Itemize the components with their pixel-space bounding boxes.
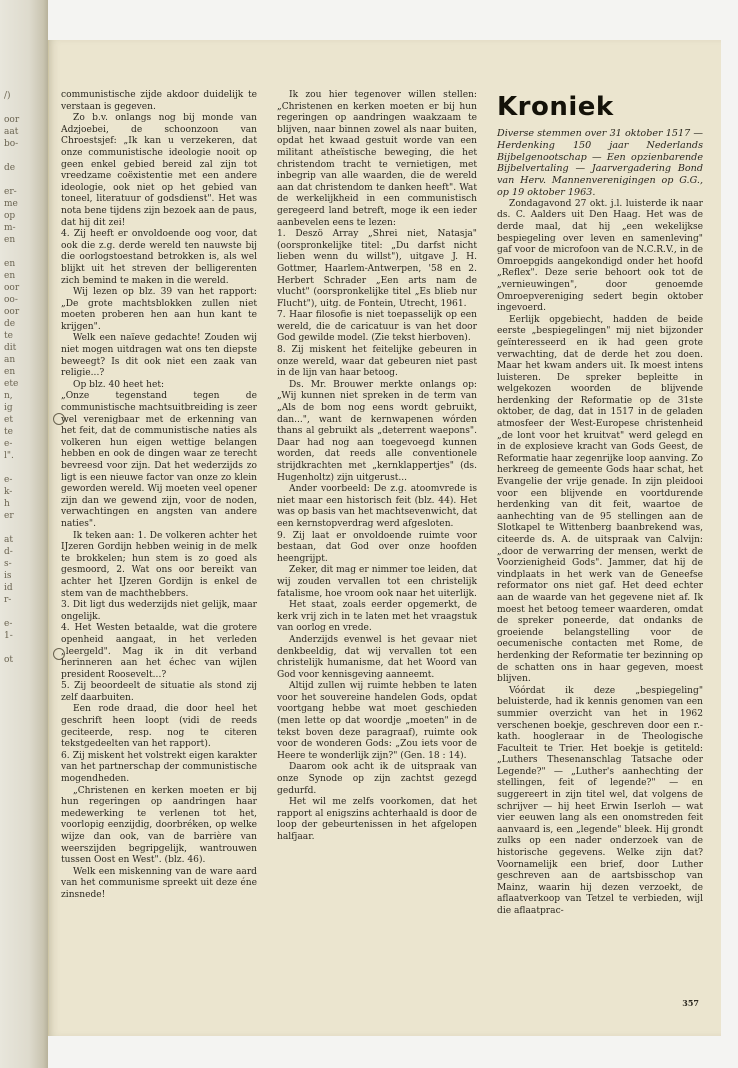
book-reference: 1. Deszö Array „Shrei niet, Natasja" (oorspronkelijke titel: „Du darfst nicht lieben wenn du willst"), uitgave J. H. Gottmer, Haarlem-Antwerpen, '58 en 2. Herbert Schrader „Een arts nam de vlucht" (oorspronkelijke titel „Es blieb nur Flucht"), uitg. de Fontein, Utrecht, 1961.: [277, 229, 477, 309]
spine-text-fragment: op: [4, 211, 16, 221]
page-number: 357: [682, 998, 699, 1008]
numbered-point: 6. Zij miskent het volstrekt eigen karakter van het partnerschap der communistische mogendheden.: [61, 750, 257, 785]
spine-text-fragment: dit: [4, 343, 17, 353]
paragraph: Wij lezen op blz. 39 van het rapport: „De grote machtsblokken zullen niet moeten proberen hen aan hun kant te krijgen".: [61, 287, 257, 332]
quote-paragraph: „Christenen en kerken moeten er bij hun regeringen op aandringen haar medewerking te verlenen tot het, voorlopig eenzijdig, doorbréken, op welke wijze dan ook, van de barrière van weerszijden begripgelijk, wantrouwen tussen Oost en West". (blz. 46).: [61, 785, 257, 866]
quote-paragraph: „Onze tegenstand tegen de communistische machtsuitbreiding is zeer wel verenigbaar met de erkenning van het feit, dat de communistische naties als volkeren hun eigen wettige belangen hebben en ook de dingen waar ze terecht bevreesd voor zijn. Dat het wederzijds zo ligt is een nieuwe factor van onze zo klein geworden wereld. Wij moeten veel opener zijn dan we gewend zijn, voor de noden, verwachtingen en angsten van andere naties".: [61, 391, 257, 529]
spine-text-fragment: er-: [4, 187, 17, 197]
paragraph: Het wil me zelfs voorkomen, dat het rapport al enigszins achterhaald is door de loop der gebeurtenissen in het afgelopen halfjaar.: [277, 797, 477, 842]
spine-text-fragment: me: [4, 199, 18, 209]
spine-text-fragment: at: [4, 535, 13, 545]
spine-text-fragment: ig: [4, 403, 13, 413]
paragraph: Ander voorbeeld: De z.g. atoomvrede is niet maar een historisch feit (blz. 44). Het was op basis van het machtsevenwicht, dat een kernstopverdrag werd afgesloten.: [277, 484, 477, 529]
margin-mark-circle: [53, 648, 65, 660]
spine-text-fragment: [4, 174, 34, 186]
spine-text-fragment: oor: [4, 283, 20, 293]
magazine-page: [48, 40, 721, 1036]
adjacent-page-spine: [0, 0, 48, 1068]
paragraph: Het staat, zoals eerder opgemerkt, de kerk vrij zich in te laten met het vraagstuk van oorlog en vrede.: [277, 600, 477, 634]
spine-text-fragment: s-: [4, 559, 12, 569]
paragraph: Zeker, dit mag er nimmer toe leiden, dat wij zouden vervallen tot een christelijk fatalisme, hoe vroom ook naar het uiterlijk.: [277, 565, 477, 599]
spine-text-fragment: [4, 246, 34, 258]
section-subtitle: Diverse stemmen over 31 oktober 1517 — Herdenking 150 jaar Nederlands Bijbelgenootschap — Een opzienbarende Bijbelvertaling — Jaarvergadering Bond van Herv. Mannenverenigingen op G.G., op 19 oktober 1963.: [497, 128, 703, 198]
spine-text-fragment: de: [4, 319, 16, 329]
paragraph: Op blz. 40 heet het:: [73, 379, 165, 390]
numbered-point: 5. Zij beoordeelt de situatie als stond zij zelf daarbuiten.: [61, 681, 257, 703]
spine-text-fragment: te: [4, 331, 13, 341]
paragraph: Anderzijds evenwel is het gevaar niet denkbeeldig, dat wij vervallen tot een christelijk humanisme, dat het Woord van God voor kennisgeving aanneemt.: [277, 634, 477, 680]
spine-text-fragment: 1-: [4, 631, 13, 641]
spine-text-fragment: n,: [4, 391, 13, 401]
paragraph: Altijd zullen wij ruimte hebben te laten voor het souvereine handelen Gods, opdat voortgang hebbe wat moet geschieden (men lette op dat woordje „moeten" in de tekst boven deze paragraaf), ruimte ook voor de wonderen Gods: „Zou iets voor de Heere te wonderlijk zijn?" (Gen. 18 : 14).: [277, 681, 477, 761]
spine-text-fragment: bo-: [4, 139, 19, 149]
numbered-point: 4. Het Westen betaalde, wat die grotere openheid aangaat, in het verleden „leergeld". Mag ik in dit verband herinneren aan het échec van wijlen president Roosevelt...?: [61, 623, 257, 680]
paragraph: Zondagavond 27 okt. j.l. luisterde ik naar ds. C. Aalders uit Den Haag. Het was de derde maal, dat hij „een wekelijkse bespiegeling over leven en samenleving" gaf voor de microfoon van de N.C.R.V., in de Omroepgids aangekondigd onder het hoofd „Reflex". Deze serie behoort ook tot de „vernieuwingen", door genoemde Omroepvereniging sedert begin oktober ingevoerd.: [497, 198, 703, 314]
spine-text-fragment: en: [4, 259, 16, 269]
paragraph: Daarom ook acht ik de uitspraak van onze Synode op zijn zachtst gezegd gedurfd.: [277, 762, 477, 796]
spine-text-fragment: en: [4, 235, 16, 245]
paragraph: communistische zijde akdoor duidelijk te verstaan is gegeven.: [61, 90, 257, 112]
paragraph: Vóórdat ik deze „bespiegeling" beluisterde, had ik kennis genomen van een summier overzicht van het in 1962 verschenen boekje, geschreven door een r.-kath. hoogleraar in de Theologische Faculteit te Trier. Het boekje is getiteld: „Luthers Thesenanschlag Tatsache oder Legende?" — „Luther's aanhechting der stellingen, feit of legende?" — en suggereert in zijn titel wel, dat volgens de schrijver — hij heet Erwin Iserloh — wat vier eeuwen lang als een onomstreden feit aanvaard is, een „legende" bleek. Hij grondt zulks op een nader onderzoek van de historische gegevens. Welke zijn dat? Voornamelijk een brief, door Luther geschreven aan de aartsbisschop van Mainz, waarin hij dezen verzoekt, de aflaatverkoop van Tetzel te verbieden, wijl die aflaatprac-: [497, 685, 703, 916]
spine-text-fragment: de: [4, 163, 16, 173]
spine-text-fragment: e-: [4, 439, 13, 449]
spine-text-fragment: er: [4, 511, 14, 521]
paragraph: Welk een naïeve gedachte! Zouden wij niet mogen uitdragen wat ons ten diepste beweegt? Is dit ook niet een zaak van religie...?: [61, 333, 257, 379]
adjacent-page-text-fragments: [4, 90, 34, 666]
spine-text-fragment: [4, 606, 34, 618]
spine-text-fragment: e-: [4, 619, 13, 629]
paragraph: Zo b.v. onlangs nog bij monde van Adzjoebei, de schoonzoon van Chroestsjef: „Ik kan u verzekeren, dat onze communistische ideologie nooit op geen enkel gebied bereid zal zijn tot vreedzame coëxistentie met een andere ideologie, ook niet op het gebied van toneel, literatuur of godsdienst". Het was nota bene tijdens zijn bezoek aan de paus, dat hij dit zei!: [61, 113, 257, 228]
numbered-point: 3. Dit ligt dus wederzijds niet gelijk, maar ongelijk.: [61, 600, 257, 622]
spine-text-fragment: en: [4, 271, 16, 281]
spine-text-fragment: e-: [4, 475, 13, 485]
section-title: Kroniek: [497, 92, 614, 122]
numbered-point: 4. Zij heeft er onvoldoende oog voor, dat ook die z.g. derde wereld ten nauwste bij die oorlogstoestand betrokken is, als wel blijkt uit het streven der belligerenten zich bemind te maken in die wereld.: [61, 229, 257, 286]
numbered-point: 7. Haar filosofie is niet toepasselijk op een wereld, die de caricatuur is van het door God gewilde model. (Zie tekst hierboven).: [277, 310, 477, 344]
spine-text-fragment: l".: [4, 451, 14, 461]
numbered-point: 8. Zij miskent het feitelijke gebeuren in onze wereld, waar dat gebeuren niet past in de lijn van haar betoog.: [277, 345, 477, 379]
spine-text-fragment: te: [4, 427, 13, 437]
paragraph: Een rode draad, die door heel het geschrift heen loopt (vidi de reeds geciteerde, resp. nog te citeren tekstgedeelten van het rapport).: [61, 704, 257, 750]
column-right: [497, 92, 703, 918]
spine-text-fragment: is: [4, 571, 12, 581]
spine-text-fragment: /): [4, 91, 11, 101]
margin-mark-circle: [53, 413, 65, 425]
spine-text-fragment: an: [4, 355, 16, 365]
spine-text-fragment: en: [4, 367, 16, 377]
spine-text-fragment: ot: [4, 655, 14, 665]
spine-text-fragment: [4, 150, 34, 162]
spine-text-fragment: et: [4, 415, 13, 425]
spine-text-fragment: [4, 642, 34, 654]
numbered-point: 9. Zij laat er onvoldoende ruimte voor bestaan, dat God over onze hoofden heengrijpt.: [277, 530, 477, 564]
paragraph: Ds. Mr. Brouwer merkte onlangs op: „Wij kunnen niet spreken in de term van „Als de bom nog eens wordt gebruikt, dan...", want de kernwapenen wórden thans al gebruikt als „deterrent waepons". Daar had nog aan toegevoegd kunnen worden, dat reeds alle conventionele strijdkrachten met „kernklappertjes" (ds. Hugenholtz) zijn uitgerust...: [277, 379, 477, 483]
spine-text-fragment: oor: [4, 115, 20, 125]
paragraph: Eerlijk opgebiecht, hadden de beide eerste „bespiegelingen" mij niet bijzonder geïnteresseerd en ik had geen grote verwachting, dat de derde het zou doen. Maar het kwam anders uit. Ik moest intens luisteren. De spreker bepleitte in welgekozen woorden de blijvende herdenking der Reformatie op de 31ste oktober, de dag, dat in 1517 in de geladen atmosfeer der West-Europese christenheid „de lont voor het kruitvat" werd gelegd en in de explosieve kracht van Gods Geest, de Reformatie haar zegenrijke loop aanving. Zo herkreeg de gemeente Gods haar schat, het Evangelie der vrije genade. In zijn pleidooi voor een blijvende en voortdurende herdenking van dit feit, waartoe de aanhechting van de 95 stellingen aan de Slotkapel te Wittenberg baanbrekend was, citeerde ds. A. de uitspraak van Calvijn: „door de verwarring der mensen, werkt de Voorzienigheid Gods". Jammer, dat hij de vindplaats in het werk van de Geneefse reformator ons niet gaf. Het deed echter aan de waarde van het gegevene niet af. Ik moest het betoog temeer waarderen, omdat de spreker poneerde, dat ondanks de groeiende belangstelling voor de oecumenische contacten met Rome, de herdenking der Reformatie ter bezinning op de schatten ons in haar gegeven, moest blijven.: [497, 314, 703, 685]
spine-text-fragment: d-: [4, 547, 13, 557]
paragraph: Welk een miskenning van de ware aard van het communisme spreekt uit deze éne zinsnede!: [61, 866, 257, 900]
spine-text-fragment: aat: [4, 127, 19, 137]
spine-text-fragment: m-: [4, 223, 16, 233]
spine-text-fragment: ete: [4, 379, 19, 389]
paragraph: Ik teken aan: 1. De volkeren achter het IJzeren Gordijn hebben weinig in de melk te brokkelen; hun stem is zo goed als gesmoord, 2. Wat ons oor bereikt van achter het IJzeren Gordijn is enkel de stem van de machthebbers.: [61, 530, 257, 599]
spine-text-fragment: [4, 102, 34, 114]
spine-text-fragment: k-: [4, 487, 13, 497]
spine-text-fragment: r-: [4, 595, 12, 605]
spine-text-fragment: oo-: [4, 295, 18, 305]
spine-text-fragment: [4, 522, 34, 534]
spine-text-fragment: [4, 462, 34, 474]
paragraph: Ik zou hier tegenover willen stellen: „Christenen en kerken moeten er bij hun regeringen op aandringen waakzaam te blijven, naar binnen zowel als naar buiten, opdat het kwaad gestuit worde van een militant atheïstische beweging, die het christendom tracht te vernietigen, met inbegrip van alle waarden, die de wereld aan dat christendom te danken heeft". Wat de werkelijkheid in een communistisch geregeerd land betreft, moge ik een ieder aanbevelen eens te lezen:: [277, 90, 477, 228]
spine-text-fragment: oor: [4, 307, 20, 317]
spine-text-fragment: id: [4, 583, 13, 593]
spine-text-fragment: h: [4, 499, 10, 509]
column-middle: [277, 90, 477, 844]
column-left: [61, 90, 257, 902]
